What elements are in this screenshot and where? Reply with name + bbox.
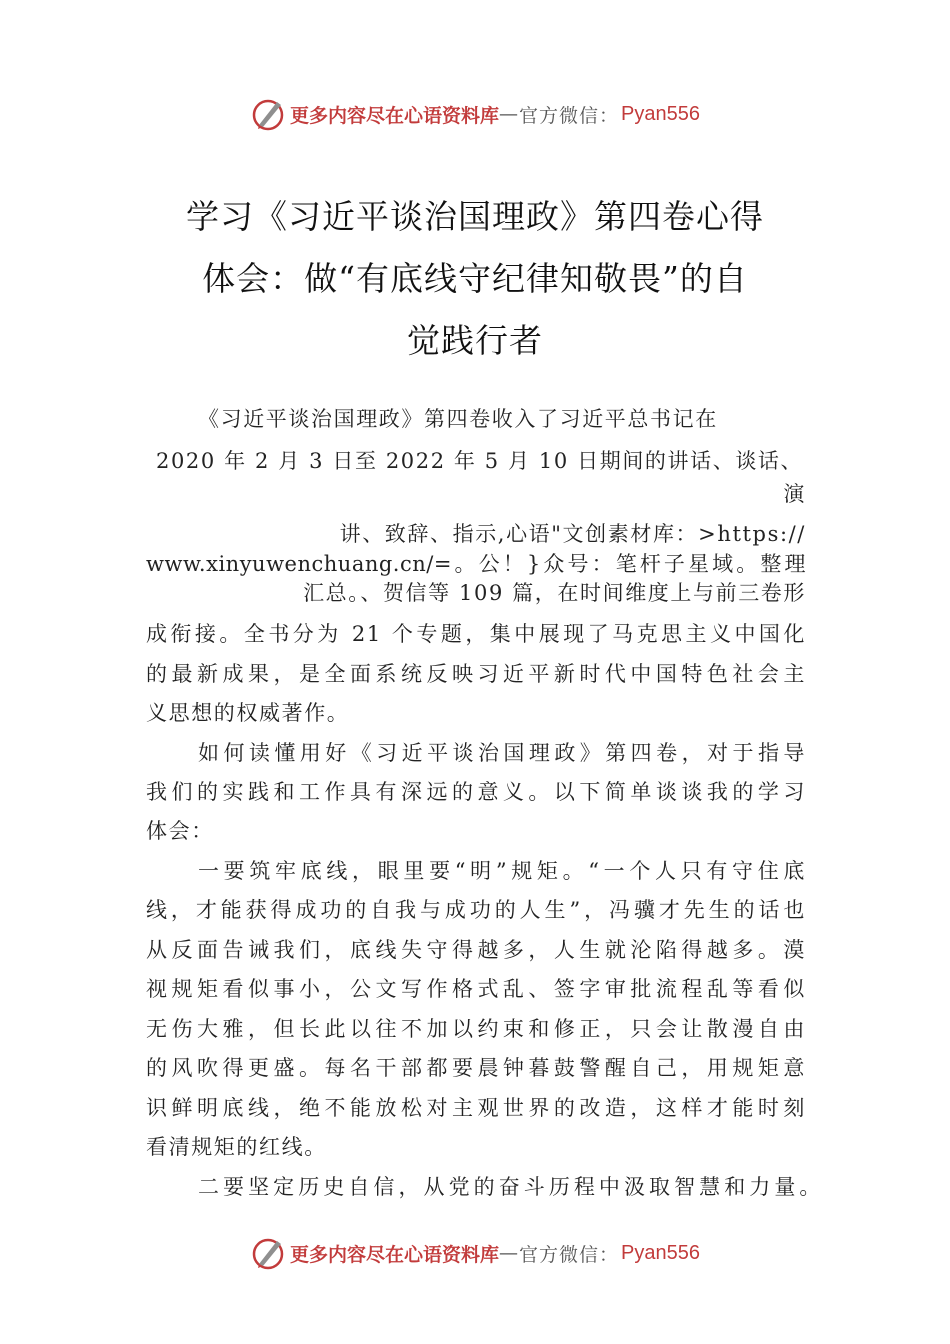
body-line: 如何读懂用好《习近平谈治国理政》第四卷，对于指导 [198,741,806,765]
banner-separator: — [499,1242,520,1264]
banner-wechat-label: 官方微信： [519,1243,620,1266]
body-line: www.xinyuwenchuang.cn/=。公！}众号：笔杆子星域。整理 [146,552,806,576]
body-line: 我们的实践和工作具有深远的意义。以下简单谈谈我的学习 [146,780,806,804]
pen-logo-icon [250,96,286,132]
header-banner [0,94,950,134]
body-line: 识鲜明底线，绝不能放松对主观世界的改造，这样才能时刻 [146,1096,806,1120]
body-line: 一要筑牢底线，眼里要“明”规矩。“一个人只有守住底 [198,859,806,883]
body-line: 无伤大雅，但长此以往不加以约束和修正，只会让散漫自由 [146,1017,806,1041]
body-line: 看清规矩的红线。 [146,1135,327,1159]
body-line: 成衔接。全书分为 21 个专题，集中展现了马克思主义中国化 [146,622,806,646]
title-line: 体会：做“有底线守纪律知敬畏”的自 [202,259,748,298]
title-line: 学习《习近平谈治国理政》第四卷心得 [186,197,764,236]
title-line: 觉践行者 [407,321,543,360]
banner-wechat-id: Pyan556 [621,102,700,125]
body-line: 2020 年 2 月 3 日至 2022 年 5 月 10 日期间的讲话、谈话、 [156,449,804,473]
body-line: 演 [783,482,806,506]
body-line: 的风吹得更盛。每名干部都要晨钟暮鼓警醒自己，用规矩意 [146,1056,806,1080]
body-line: 义思想的权威著作。 [146,701,350,725]
body-line: 从反面告诫我们，底线失守得越多，人生就沦陷得越多。漠 [146,938,806,962]
body-line: 体会： [146,819,214,843]
banner-site-name: 更多内容尽在心语资料库 [290,1243,500,1266]
body-line: 二要坚定历史自信，从党的奋斗历程中汲取智慧和力量。 [198,1175,822,1199]
banner-wechat-label: 官方微信： [519,104,620,127]
banner-wechat-id: Pyan556 [621,1241,700,1264]
body-line: 讲、致辞、指示,心语"文创素材库：>https:// [339,522,806,546]
banner-separator: — [499,103,520,125]
banner-site-name: 更多内容尽在心语资料库 [290,104,500,127]
pen-logo-icon [250,1235,286,1271]
page-title [170,186,780,372]
body-line: 线，才能获得成功的自我与成功的人生”，冯骥才先生的话也 [146,898,806,922]
body-line: 汇总。、贺信等 109 篇，在时间维度上与前三卷形 [303,581,806,605]
body-line: 《习近平谈治国理政》第四卷收入了习近平总书记在 [198,407,718,431]
body-line: 视规矩看似事小，公文写作格式乱、签字审批流程乱等看似 [146,977,806,1001]
body-line: 的最新成果，是全面系统反映习近平新时代中国特色社会主 [146,662,806,686]
footer-banner [0,1233,950,1273]
